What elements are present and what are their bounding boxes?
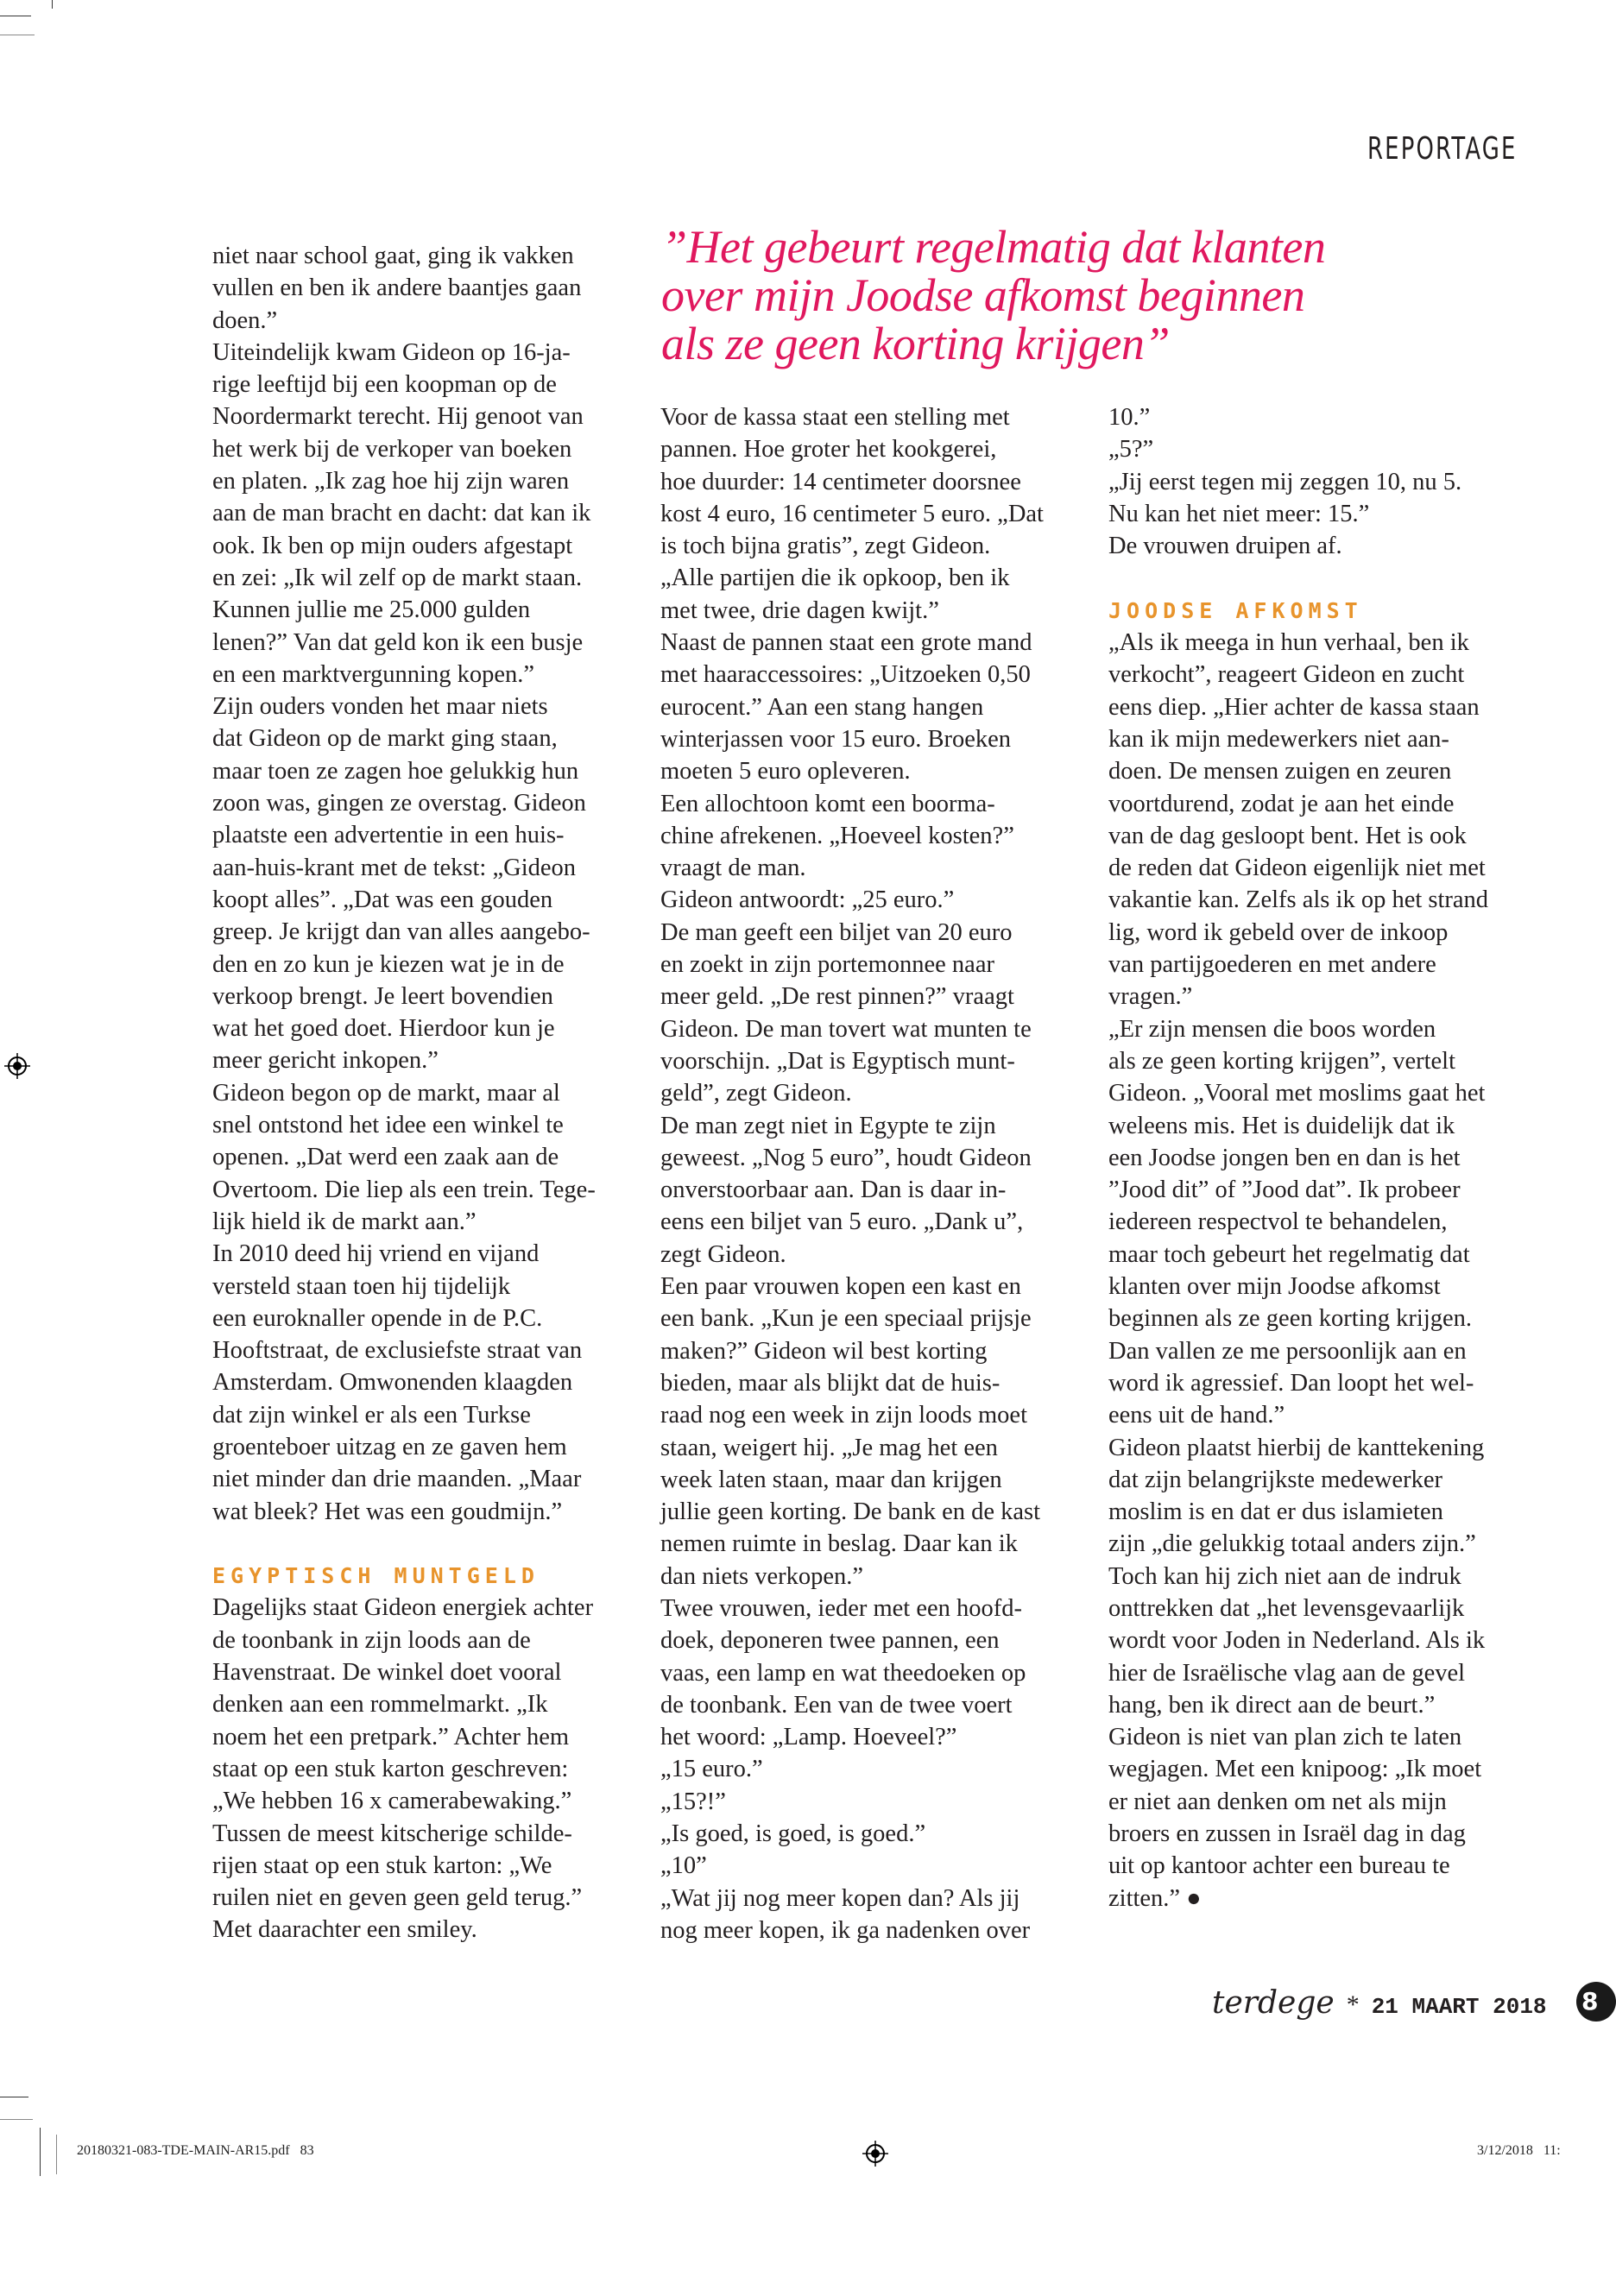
text-line: het werk bij de verkoper van boeken xyxy=(212,435,572,463)
pull-quote xyxy=(661,223,1325,368)
text-line: moeten 5 euro opleveren. xyxy=(660,758,911,785)
text-line: het woord: „Lamp. Hoeveel?” xyxy=(660,1724,957,1751)
text-line: „15 euro.” xyxy=(660,1756,763,1783)
section-heading: JOODSE AFKOMST xyxy=(1108,597,1363,623)
text-line: voortdurend, zodat je aan het einde xyxy=(1108,790,1455,817)
text-line: hier de Israëlische vlag aan de gevel xyxy=(1108,1659,1466,1687)
text-line: snel ontstond het idee een winkel te xyxy=(212,1112,564,1139)
crop-mark xyxy=(56,2135,57,2174)
text-line: geweest. „Nog 5 euro”, houdt Gideon xyxy=(660,1144,1032,1171)
text-line: meer gericht inkopen.” xyxy=(212,1047,439,1075)
text-line: In 2010 deed hij vriend en vijand xyxy=(212,1240,540,1268)
text-line: uit op kantoor achter een bureau te xyxy=(1108,1852,1450,1880)
registration-mark-icon xyxy=(862,2141,888,2167)
text-line: wat het goed doet. Hierdoor kun je xyxy=(212,1015,555,1043)
text-line: vaas, een lamp en wat theedoeken op xyxy=(660,1659,1026,1687)
text-line: Noordermarkt terecht. Hij genoot van xyxy=(212,403,584,431)
text-line: en zei: „Ik wil zelf op de markt staan. xyxy=(212,564,583,591)
text-line: week laten staan, maar dan krijgen xyxy=(660,1466,1002,1493)
text-line: niet naar school gaat, ging ik vakken xyxy=(212,243,574,269)
article-column-2 xyxy=(660,401,1083,1946)
text-line: openen. „Dat werd een zaak aan de xyxy=(212,1144,559,1171)
text-line: Met daarachter een smiley. xyxy=(212,1916,477,1944)
text-line: een euroknaller opende in de P.C. xyxy=(212,1304,543,1332)
text-line: als ze geen korting krijgen”, vertelt xyxy=(1108,1047,1456,1075)
text-line: Een allochtoon komt een boorma- xyxy=(660,790,995,817)
text-line: wat bleek? Het was een goudmijn.” xyxy=(212,1498,563,1525)
magazine-logo: terdege xyxy=(1212,1985,1335,2021)
text-line: en een marktvergunning kopen.” xyxy=(212,660,535,688)
text-line: broers en zussen in Israël dag in dag xyxy=(1108,1820,1466,1848)
text-line: met twee, drie dagen kwijt.” xyxy=(660,596,939,624)
text-line: maken?” Gideon wil best korting xyxy=(660,1337,988,1365)
page-number: 8 xyxy=(1576,1982,1616,2022)
text-line: iedereen respectvol te behandelen, xyxy=(1108,1208,1448,1236)
text-line: zegt Gideon. xyxy=(660,1240,786,1268)
text-line: Gideon is niet van plan zich te laten xyxy=(1108,1724,1462,1751)
text-line: „Als ik meega in hun verhaal, ben ik xyxy=(1108,629,1469,657)
text-line: eens diep. „Hier achter de kassa staan xyxy=(1108,693,1480,721)
pull-quote-line: ”Het gebeurt regelmatig dat klanten xyxy=(661,221,1326,273)
text-line: Kunnen jullie me 25.000 gulden xyxy=(212,596,531,624)
text-line: kost 4 euro, 16 centimeter 5 euro. „Dat xyxy=(660,500,1044,527)
crop-mark xyxy=(0,2119,33,2120)
issue-date: 21 MAART 2018 xyxy=(1371,1994,1547,2020)
text-line: ook. Ik ben op mijn ouders afgestapt xyxy=(212,532,573,559)
text-line: „Alle partijen die ik opkoop, ben ik xyxy=(660,565,1010,592)
text-line: „We hebben 16 x camerabewaking.” xyxy=(212,1788,572,1815)
text-line: Gideon. De man tovert wat munten te xyxy=(660,1015,1032,1043)
text-line: Toch kan hij zich niet aan de indruk xyxy=(1108,1562,1461,1590)
text-line: Overtoom. Die liep als een trein. Tege- xyxy=(212,1176,596,1203)
text-line: klanten over mijn Joodse afkomst xyxy=(1108,1273,1441,1301)
paragraph-spacer xyxy=(1108,562,1531,594)
text-line: vakantie kan. Zelfs als ik op het strand xyxy=(1108,886,1489,914)
text-line: doek, deponeren twee pannen, een xyxy=(660,1627,1000,1655)
text-line: hang, ben ik direct aan de beurt.” xyxy=(1108,1691,1436,1719)
text-line: 10.” xyxy=(1108,404,1151,431)
text-line: doen. De mensen zuigen en zeuren xyxy=(1108,758,1452,785)
text-line: Amsterdam. Omwonenden klaagden xyxy=(212,1369,573,1397)
text-line: plaatste een advertentie in een huis- xyxy=(212,822,565,849)
text-line: een bank. „Kun je een speciaal prijsje xyxy=(660,1305,1032,1333)
text-line: Naast de pannen staat een grote mand xyxy=(660,629,1032,657)
text-line: Twee vrouwen, ieder met een hoofd- xyxy=(660,1594,1022,1622)
text-line: nog meer kopen, ik ga nadenken over xyxy=(660,1916,1031,1944)
text-line: dat Gideon op de markt ging staan, xyxy=(212,725,558,753)
text-line: maar toch gebeurt het regelmatig dat xyxy=(1108,1240,1470,1268)
text-line: raad nog een week in zijn loods moet xyxy=(660,1402,1027,1429)
magazine-footer xyxy=(1212,1985,1547,2021)
text-line: van partijgoederen en met andere xyxy=(1108,951,1436,979)
text-line: rige leeftijd bij een koopman op de xyxy=(212,371,557,399)
text-line: Gideon. „Vooral met moslims gaat het xyxy=(1108,1080,1486,1107)
text-line: pannen. Hoe groter het kookgerei, xyxy=(660,436,997,464)
text-line: groenteboer uitzag en ze gaven hem xyxy=(212,1433,567,1460)
text-line: doen.” xyxy=(212,306,278,334)
text-line: Dagelijks staat Gideon energiek achter xyxy=(212,1594,594,1622)
text-line: zitten.” ● xyxy=(1108,1884,1202,1912)
text-line: kan ik mijn medewerkers niet aan- xyxy=(1108,725,1449,753)
text-line: „5?” xyxy=(1108,436,1154,464)
text-line: nemen ruimte in beslag. Daar kan ik xyxy=(660,1530,1018,1558)
text-line: „Jij eerst tegen mij zeggen 10, nu 5. xyxy=(1108,468,1462,495)
text-line: De man geeft een biljet van 20 euro xyxy=(660,918,1013,946)
text-line: Uiteindelijk kwam Gideon op 16-ja- xyxy=(212,338,571,366)
text-line: word ik agressief. Dan loopt het wel- xyxy=(1108,1369,1474,1397)
text-line: onttrekken dat „het levensgevaarlijk xyxy=(1108,1594,1465,1622)
text-line: wegjagen. Met een knipoog: „Ik moet xyxy=(1108,1756,1482,1783)
text-line: dat zijn belangrijkste medewerker xyxy=(1108,1466,1442,1493)
text-line: jullie geen korting. De bank en de kast xyxy=(660,1498,1041,1526)
text-line: moslim is en dat er dus islamieten xyxy=(1108,1498,1443,1526)
text-line: en zoekt in zijn portemonnee naar xyxy=(660,951,994,979)
text-line: Een paar vrouwen kopen een kast en xyxy=(660,1273,1021,1301)
text-line: lenen?” Van dat geld kon ik een busje xyxy=(212,628,584,656)
section-label: REPORTAGE xyxy=(1367,131,1518,167)
text-line: verkoop brengt. Je leert bovendien xyxy=(212,982,553,1010)
text-line: „Er zijn mensen die boos worden xyxy=(1108,1015,1436,1043)
text-line: „10” xyxy=(660,1852,707,1880)
text-line: versteld staan toen hij tijdelijk xyxy=(212,1272,511,1300)
text-line: „Wat jij nog meer kopen dan? Als jij xyxy=(660,1884,1020,1912)
text-line: rijen staat op een stuk karton: „We xyxy=(212,1851,552,1879)
pull-quote-line: als ze geen korting krijgen” xyxy=(661,318,1170,369)
crop-mark xyxy=(40,2128,41,2176)
text-line: er niet aan denken om net als mijn xyxy=(1108,1788,1447,1815)
article-column-3 xyxy=(1108,401,1531,1914)
text-line: van de dag gesloopt bent. Het is ook xyxy=(1108,822,1467,849)
text-line: en platen. „Ik zag hoe hij zijn waren xyxy=(212,468,570,495)
text-line: voorschijn. „Dat is Egyptisch munt- xyxy=(660,1047,1015,1075)
text-line: denken aan een rommelmarkt. „Ik xyxy=(212,1691,548,1719)
text-line: eurocent.” Aan een stang hangen xyxy=(660,693,984,721)
text-line: eens een biljet van 5 euro. „Dank u”, xyxy=(660,1208,1024,1236)
section-heading: EGYPTISCH MUNTGELD xyxy=(212,1563,540,1589)
text-line: ”Jood dit” of ”Jood dat”. Ik probeer xyxy=(1108,1176,1461,1204)
text-line: De man zegt niet in Egypte te zijn xyxy=(660,1112,996,1139)
text-line: eens uit de hand.” xyxy=(1108,1402,1285,1429)
text-line: Zijn ouders vonden het maar niets xyxy=(212,693,548,721)
crop-mark xyxy=(52,0,53,9)
text-line: verkocht”, reageert Gideon en zucht xyxy=(1108,661,1465,689)
text-line: noem het een pretpark.” Achter hem xyxy=(212,1723,570,1750)
text-line: Gideon begon op de markt, maar al xyxy=(212,1079,560,1107)
text-line: aan-huis-krant met de tekst: „Gideon xyxy=(212,854,577,881)
text-line: hoe duurder: 14 centimeter doorsnee xyxy=(660,468,1021,495)
text-line: zijn „die gelukkig totaal anders zijn.” xyxy=(1108,1530,1476,1558)
paragraph-spacer xyxy=(212,1528,635,1560)
text-line: wordt voor Joden in Nederland. Als ik xyxy=(1108,1627,1486,1655)
text-line: aan de man bracht en dacht: dat kan ik xyxy=(212,500,591,527)
text-line: staat op een stuk karton geschreven: xyxy=(212,1755,569,1782)
text-line: geld”, zegt Gideon. xyxy=(660,1080,852,1107)
text-line: vraagt de man. xyxy=(660,855,806,882)
text-line: den en zo kun je kiezen wat je in de xyxy=(212,950,565,978)
text-line: Gideon antwoordt: „25 euro.” xyxy=(660,886,955,914)
text-line: maar toen ze zagen hoe gelukkig hun xyxy=(212,757,579,785)
text-line: de toonbank. Een van de twee voert xyxy=(660,1691,1013,1719)
text-line: Tussen de meest kitscherige schilde- xyxy=(212,1820,572,1847)
text-line: onverstoorbaar aan. Dan is daar in- xyxy=(660,1176,1007,1204)
text-line: zoon was, gingen ze overstag. Gideon xyxy=(212,790,586,817)
text-line: dan niets verkopen.” xyxy=(660,1562,864,1590)
text-line: bieden, maar als blijkt dat de huis- xyxy=(660,1369,1001,1397)
text-line: is toch bijna gratis”, zegt Gideon. xyxy=(660,533,991,560)
text-line: lig, word ik gebeld over de inkoop xyxy=(1108,918,1449,946)
text-line: lijk hield ik de markt aan.” xyxy=(212,1208,477,1235)
text-line: niet minder dan drie maanden. „Maar xyxy=(212,1466,582,1493)
text-line: ruilen niet en geven geen geld terug.” xyxy=(212,1884,583,1912)
article-column-1 xyxy=(212,240,635,1946)
print-slug-timestamp: 3/12/2018 11: xyxy=(1477,2143,1561,2158)
text-line: „15?!” xyxy=(660,1788,726,1815)
text-line: vullen en ben ik andere baantjes gaan xyxy=(212,274,582,302)
text-line: Hooftstraat, de exclusiefste straat van xyxy=(212,1337,583,1365)
text-line: De vrouwen druipen af. xyxy=(1108,533,1342,560)
text-line: Gideon plaatst hierbij de kanttekening xyxy=(1108,1434,1485,1461)
text-line: een Joodse jongen ben en dan is het xyxy=(1108,1144,1461,1171)
text-line: staan, weigert hij. „Je mag het een xyxy=(660,1434,998,1461)
text-line: de toonbank in zijn loods aan de xyxy=(212,1626,531,1654)
text-line: Nu kan het niet meer: 15.” xyxy=(1108,500,1370,527)
text-line: koopt alles”. „Dat was een gouden xyxy=(212,886,553,913)
text-line: met haaraccessoires: „Uitzoeken 0,50 xyxy=(660,661,1031,689)
registration-mark-icon xyxy=(4,1053,30,1079)
text-line: weleens mis. Het is duidelijk dat ik xyxy=(1108,1112,1455,1139)
text-line: chine afrekenen. „Hoeveel kosten?” xyxy=(660,822,1014,849)
text-line: vragen.” xyxy=(1108,983,1193,1011)
text-line: Dan vallen ze me persoonlijk aan en xyxy=(1108,1337,1467,1365)
text-line: Havenstraat. De winkel doet vooral xyxy=(212,1659,562,1687)
text-line: beginnen als ze geen korting krijgen. xyxy=(1108,1305,1473,1333)
text-line: dat zijn winkel er als een Turkse xyxy=(212,1401,531,1429)
text-line: winterjassen voor 15 euro. Broeken xyxy=(660,725,1012,753)
print-slug-file: 20180321-083-TDE-MAIN-AR15.pdf 83 xyxy=(77,2143,314,2158)
pull-quote-line: over mijn Joodse afkomst beginnen xyxy=(661,269,1305,321)
asterisk-icon: * xyxy=(1346,1990,1360,2019)
text-line: „Is goed, is goed, is goed.” xyxy=(660,1820,926,1848)
text-line: de reden dat Gideon eigenlijk niet met xyxy=(1108,855,1486,882)
text-line: Voor de kassa staat een stelling met xyxy=(660,404,1010,431)
text-line: meer geld. „De rest pinnen?” vraagt xyxy=(660,983,1014,1011)
text-line: greep. Je krijgt dan van alles aangebo- xyxy=(212,918,590,946)
